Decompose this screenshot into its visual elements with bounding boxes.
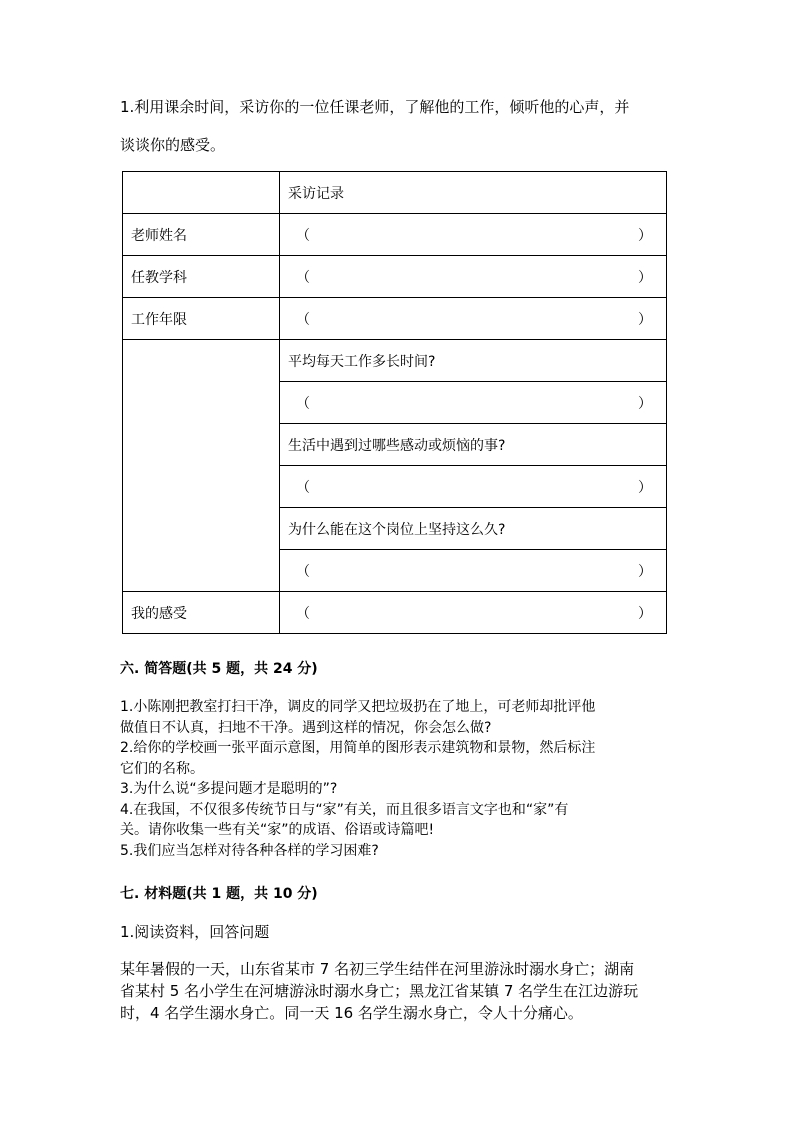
answer-blank[interactable] (280, 592, 667, 634)
question-1-line-1: 1.利用课余时间，采访你的一位任课老师，了解他的工作，倾听他的心声，并 (120, 98, 630, 116)
answer-blank[interactable] (280, 382, 667, 424)
answer-blank[interactable] (280, 466, 667, 508)
row-label-years: 工作年限 (123, 298, 280, 340)
interview-question-time: 平均每天工作多长时间? (280, 340, 667, 382)
table-row (123, 214, 667, 256)
question-text-line: 做值日不认真，扫地不干净。遇到这样的情况，你会怎么做? (120, 719, 492, 736)
question-text-line: 4.在我国，不仅很多传统节日与“家”有关，而且很多语言文字也和“家”有 (120, 801, 569, 818)
open-paren: （ (296, 563, 310, 580)
open-paren: （ (296, 479, 310, 496)
close-paren: ） (638, 605, 652, 622)
table-cell-empty (123, 172, 280, 214)
section-7-question: 1.阅读资料，回答问题 (120, 923, 270, 941)
section-7-material (120, 958, 680, 1024)
open-paren: （ (296, 311, 310, 328)
table-row (123, 592, 667, 634)
material-text-line: 某年暑假的一天，山东省某市 7 名初三学生结伴在河里游泳时溺水身亡；湖南 (120, 960, 635, 978)
table-row (123, 340, 667, 382)
close-paren: ） (638, 269, 652, 286)
row-label-feeling: 我的感受 (123, 592, 280, 634)
section-7-title: 七. 材料题(共 1 题，共 10 分) (120, 886, 318, 902)
table-row (123, 256, 667, 298)
open-paren: （ (296, 605, 310, 622)
answer-blank[interactable] (280, 550, 667, 592)
open-paren: （ (296, 227, 310, 244)
question-text-line: 5.我们应当怎样对待各种各样的学习困难? (120, 842, 379, 859)
open-paren: （ (296, 269, 310, 286)
close-paren: ） (638, 311, 652, 328)
question-text-line: 2.给你的学校画一张平面示意图，用简单的图形表示建筑物和景物，然后标注 (120, 740, 596, 756)
close-paren: ） (638, 479, 652, 496)
close-paren: ） (638, 563, 652, 580)
table-cell-merged-empty (123, 340, 280, 592)
row-label-subject: 任教学科 (123, 256, 280, 298)
row-label-teacher-name: 老师姓名 (123, 214, 280, 256)
question-text-line: 3.为什么说“多提问题才是聪明的”? (120, 781, 338, 797)
table-row (123, 172, 667, 214)
material-text-line: 时，4 名学生溺水身亡。同一天 16 名学生溺水身亡，令人十分痛心。 (120, 1004, 583, 1022)
close-paren: ） (638, 395, 652, 412)
table-row (123, 298, 667, 340)
material-text-line: 省某村 5 名小学生在河塘游泳时溺水身亡；黑龙江省某镇 7 名学生在江边游玩 (120, 982, 639, 1000)
question-text-line: 关。请你收集一些有关“家”的成语、俗语或诗篇吧! (120, 822, 435, 838)
interview-question-why: 为什么能在这个岗位上坚持这么久? (280, 508, 667, 550)
question-1-line-2: 谈谈你的感受。 (120, 136, 226, 154)
section-6-title: 六. 简答题(共 5 题，共 24 分) (120, 661, 318, 677)
interview-record-table (122, 171, 667, 634)
section-6-questions (120, 697, 680, 861)
answer-blank[interactable] (280, 298, 667, 340)
answer-blank[interactable] (280, 214, 667, 256)
interview-question-events: 生活中遇到过哪些感动或烦恼的事? (280, 424, 667, 466)
answer-blank[interactable] (280, 256, 667, 298)
open-paren: （ (296, 395, 310, 412)
close-paren: ） (638, 227, 652, 244)
question-text-line: 它们的名称。 (120, 760, 204, 777)
table-header-cell: 采访记录 (280, 172, 667, 214)
question-text-line: 1.小陈刚把教室打扫干净，调皮的同学又把垃圾扔在了地上，可老师却批评他 (120, 699, 596, 715)
